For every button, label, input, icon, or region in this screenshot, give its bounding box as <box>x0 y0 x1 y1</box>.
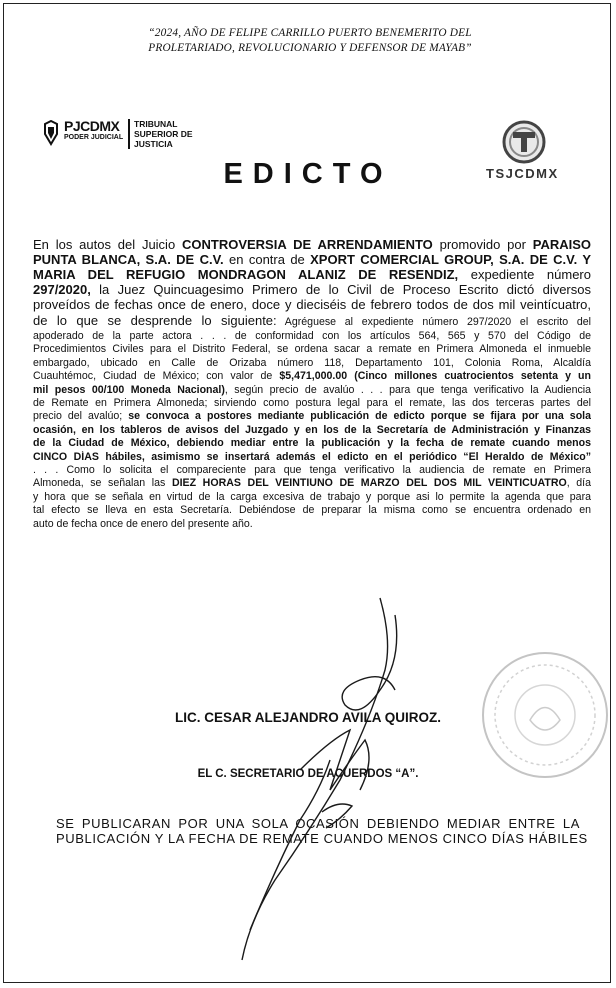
text-run: Procedimientos Civiles para el Distrito Federal, se ordena sacar a remate en Primera Almoneda el inmueble <box>33 343 591 356</box>
text-line <box>33 357 591 370</box>
text-line <box>33 518 591 531</box>
pj-name: PJCDMX <box>64 118 120 134</box>
publication-line-1: SE PUBLICARAN POR UNA SOLA OCASIÓN DEBIENDO MEDIAR ENTRE LA <box>56 816 580 831</box>
text-run: precio del avalúo; <box>33 410 129 423</box>
text-run: se convoca a postores mediante publicación de edicto porque se fijara por una sola <box>128 410 591 423</box>
text-line <box>33 282 591 297</box>
transition-detail: Agréguese al expediente número 297/2020 el escrito del <box>276 316 591 328</box>
edict-intro <box>33 237 591 312</box>
text-line <box>33 437 591 450</box>
text-run: en contra de <box>223 252 311 267</box>
text-run: PARAISO <box>532 237 591 252</box>
tribunal-line-1: TRIBUNAL <box>134 119 178 129</box>
pjcdmx-logo <box>42 117 202 151</box>
text-run: XPORT COMERCIAL GROUP, S.A. DE C.V. Y <box>310 252 591 267</box>
publication-line-2: PUBLICACIÓN Y LA FECHA DE REMATE CUANDO MENOS CINCO DÍAS HÁBILES <box>56 831 588 846</box>
text-line <box>33 370 591 383</box>
text-run: En los autos del Juicio <box>33 237 182 252</box>
pj-sub: PODER JUDICIAL <box>64 134 124 141</box>
edict-detail <box>33 330 591 531</box>
motto-line-2: PROLETARIADO, REVOLUCIONARIO Y DEFENSOR DE MAYAB” <box>148 42 472 54</box>
text-line <box>33 267 591 282</box>
text-line <box>33 343 591 356</box>
text-run: 297/2020, <box>33 282 91 297</box>
text-run: MARIA DEL REFUGIO MONDRAGON ALANIZ DE RESENDIZ, <box>33 267 459 282</box>
text-run: expediente número <box>458 267 591 282</box>
text-run: Almoneda, se señalan las <box>33 477 172 490</box>
text-run: , día <box>566 477 591 490</box>
text-run: proveídos de fechas once de enero, doce y dieciséis de febrero todos de dos mil veintícuatro, <box>33 297 591 312</box>
text-run: tal efecto se lleva en esta Secretaría. Debiéndose de preparar la misma como se encuentra ordenado en <box>33 504 591 517</box>
motto-line-1: “2024, AÑO DE FELIPE CARRILLO PUERTO BENEMERITO DEL <box>148 27 472 39</box>
edict-body <box>33 237 591 531</box>
text-run: la Juez Quincuagesimo Primero de lo Civil de Proceso Escrito dictó diversos <box>90 282 591 297</box>
tsj-name: TSJCDMX <box>486 166 559 181</box>
text-line <box>33 451 591 464</box>
logo-divider <box>128 119 130 149</box>
text-run: de la Ciudad de México, debiendo mediar entre la publicación y la fecha de remate cuando menos <box>33 437 591 450</box>
edict-transition-line <box>33 312 591 330</box>
text-run: , según precio de avalúo . . . para que tenga verificativo la Audiencia <box>224 383 591 396</box>
text-run: $5,471,000.00 (Cinco millones cuatrocientos setenta y un <box>279 370 591 383</box>
text-run: CINCO DÍAS hábiles, asimismo se insertará además el edicto en el periódico “El Heraldo de México” <box>33 450 591 463</box>
text-run: CONTROVERSIA DE ARRENDAMIENTO <box>182 237 433 252</box>
tribunal-text <box>134 119 193 149</box>
text-line <box>33 464 591 477</box>
text-run: mil pesos 00/100 Moneda Nacional) <box>33 383 225 396</box>
text-line <box>33 384 591 397</box>
text-run: DIEZ HORAS DEL VEINTIUNO DE MARZO DEL DOS MIL VEINTICUATRO <box>171 477 567 490</box>
tribunal-line-3: JUSTICIA <box>134 139 173 149</box>
text-run: auto de fecha once de enero del presente año. <box>33 517 253 530</box>
text-run: PUNTA BLANCA, S.A. DE C.V. <box>33 252 224 267</box>
text-line <box>33 410 591 423</box>
transition-text: de lo que se desprende lo siguiente: <box>33 313 277 328</box>
text-line <box>33 477 591 490</box>
text-run: . . . Como lo solicita el compareciente para que tenga verificativo la audiencia de remate en Primera <box>33 464 591 477</box>
text-line <box>33 397 591 410</box>
signatory-role: EL C. SECRETARIO DE ACUERDOS “A”. <box>197 768 419 780</box>
text-run: promovido por <box>432 237 533 252</box>
text-line <box>33 491 591 504</box>
text-run: de Remate en Primera Almoneda; sirviendo como postura legal para el remate, las dos terceras partes del <box>33 397 591 410</box>
signatory-name: LIC. CESAR ALEJANDRO AVILA QUIROZ. <box>174 710 441 725</box>
publication-note <box>56 816 588 846</box>
text-run: Cuauhtémoc, Ciudad de México; con valor de <box>33 370 280 383</box>
tribunal-line-2: SUPERIOR DE <box>134 129 193 139</box>
text-line <box>33 297 591 312</box>
header-motto <box>90 26 530 56</box>
text-run: y hora que se señala en virtud de la carga excesiva de trabajo y porque asi lo permite la agenda que para <box>33 490 591 503</box>
text-line <box>33 237 591 252</box>
text-line <box>33 424 591 437</box>
text-run: embargado, ubicado en Calle de Orizaba número 118, Departamento 101, Colonia Roma, Alcaldía <box>33 356 591 369</box>
text-line <box>33 252 591 267</box>
document-title: EDICTO <box>223 158 393 190</box>
text-line <box>33 330 591 343</box>
text-run: apoderado de la parte actora . . . de conformidad con los artículos 564, 565 y 570 del Código de <box>33 330 591 342</box>
text-run: ocasión, en los tableros de avisos del Juzgado y en los de la Secretaría de Administración y Finanzas <box>33 423 591 436</box>
pj-emblem-icon <box>42 120 64 146</box>
text-line <box>33 504 591 517</box>
